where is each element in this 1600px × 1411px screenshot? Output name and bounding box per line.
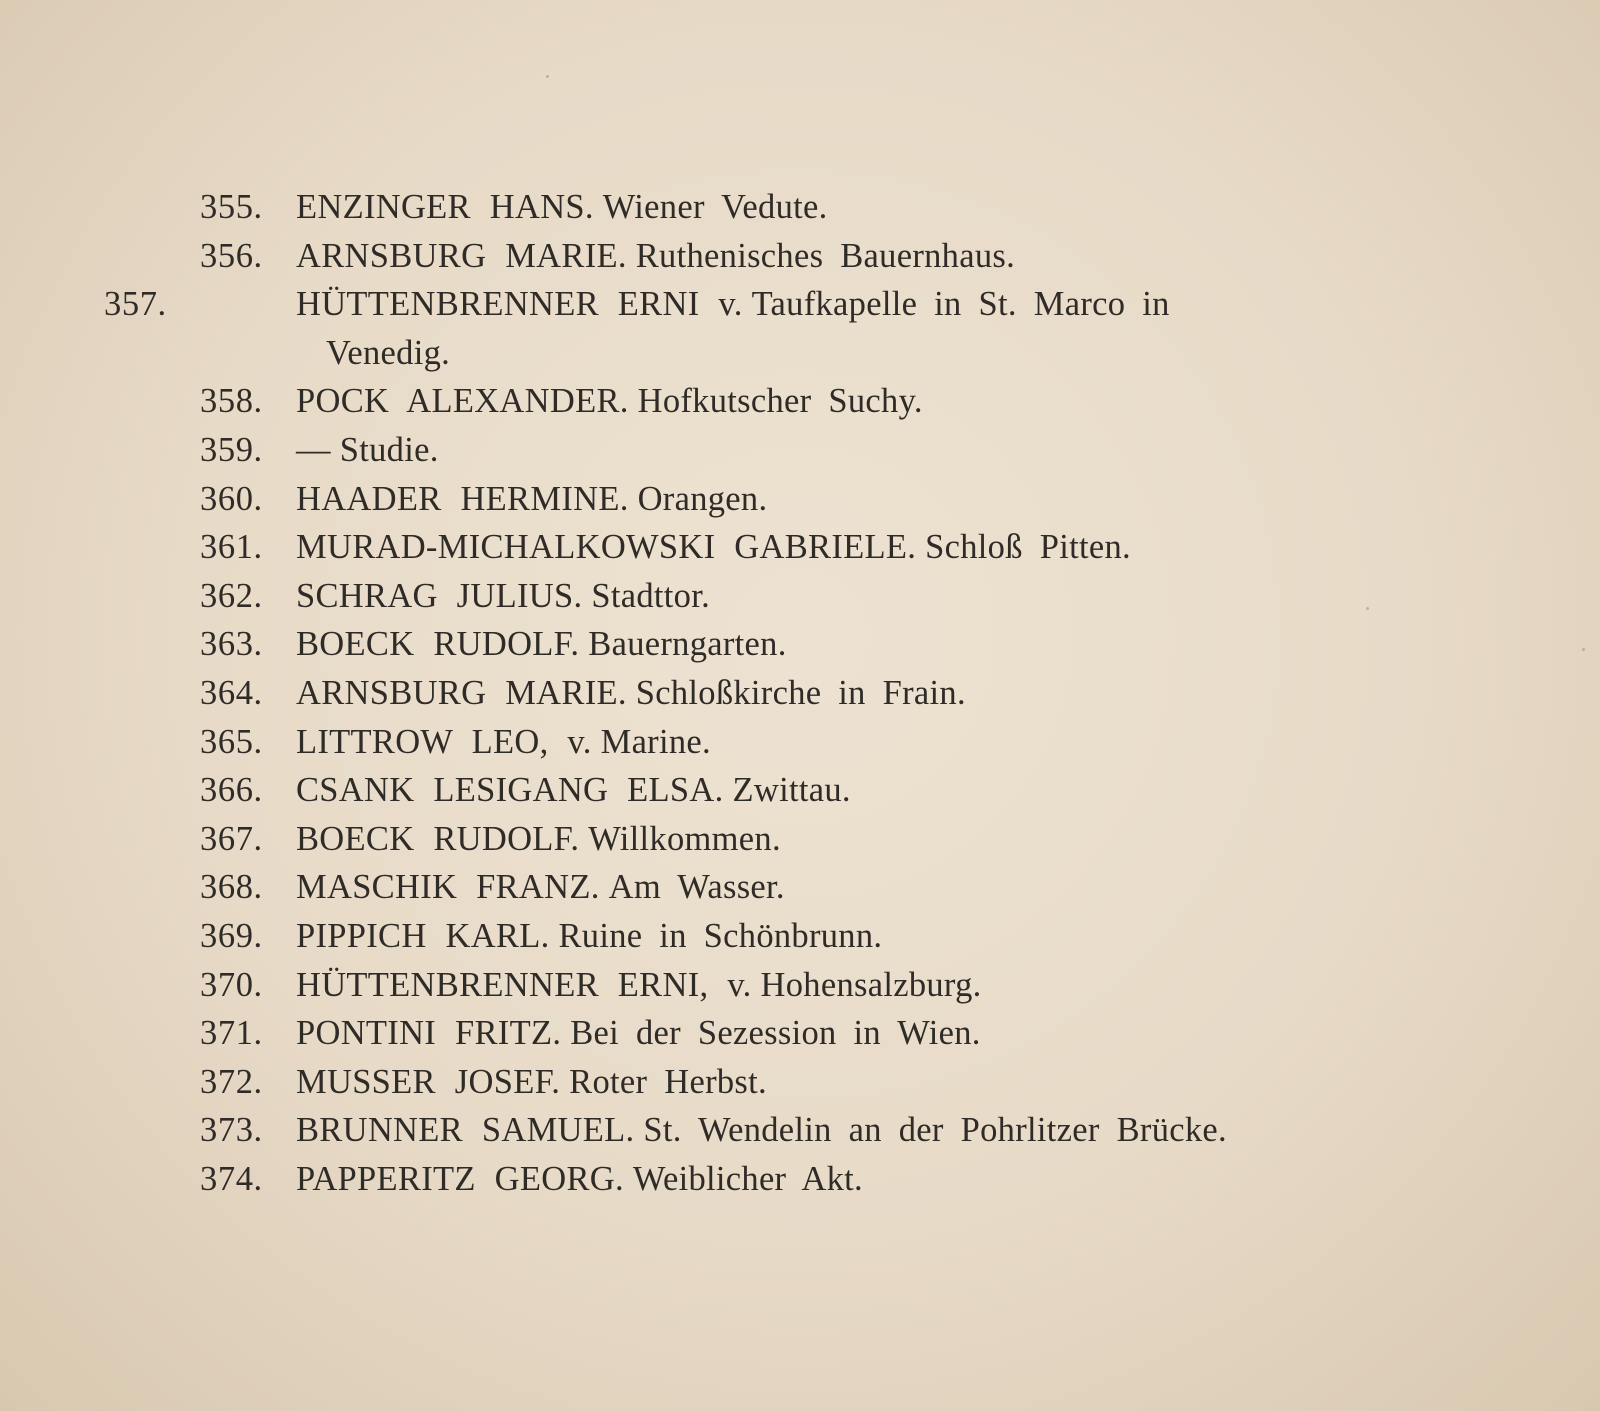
artist-name: BRUNNER SAMUEL.	[296, 1111, 635, 1150]
artwork-title: Hofkutscher Suchy.	[637, 382, 923, 421]
entry-number: 373.	[200, 1111, 263, 1150]
entry-number: 363.	[200, 625, 263, 664]
entry-number: 356.	[200, 236, 263, 275]
artwork-title: Am Wasser.	[608, 868, 785, 907]
artwork-title: Ruthenisches Bauernhaus.	[635, 236, 1016, 275]
artist-name: ARNSBURG MARIE.	[296, 673, 627, 712]
artwork-title: Ruine in Schönbrunn.	[558, 916, 883, 955]
artist-name: HÜTTENBRENNER ERNI, v.	[296, 965, 752, 1004]
artist-name: —	[296, 430, 331, 469]
artist-name: PONTINI FRITZ.	[296, 1014, 562, 1053]
list-item	[104, 280, 1380, 377]
entry-number: 366.	[200, 771, 263, 810]
artist-name: CSANK LESIGANG ELSA.	[296, 771, 724, 810]
paper-speck	[546, 75, 549, 78]
entry-number: 360.	[200, 479, 263, 518]
artist-name: PIPPICH KARL.	[296, 916, 550, 955]
list-item	[200, 1058, 1380, 1107]
list-item	[200, 669, 1380, 718]
artwork-title: Bauerngarten.	[588, 625, 787, 664]
artist-name: PAPPERITZ GEORG.	[296, 1159, 624, 1198]
list-item	[200, 961, 1380, 1010]
list-item	[200, 183, 1380, 232]
entry-number: 372.	[200, 1062, 263, 1101]
entry-number: 367.	[200, 819, 263, 858]
entry-number: 362.	[200, 576, 263, 615]
artist-name: ARNSBURG MARIE.	[296, 236, 627, 275]
list-item	[200, 475, 1380, 524]
artwork-title: Hohensalzburg.	[760, 965, 982, 1004]
artist-name: MURAD-MICHALKOWSKI GABRIELE.	[296, 528, 917, 567]
list-item	[200, 815, 1380, 864]
artwork-title: Orangen.	[637, 479, 768, 518]
artwork-title: Weiblicher Akt.	[632, 1159, 863, 1198]
list-item	[200, 718, 1380, 767]
artist-name: BOECK RUDOLF.	[296, 819, 580, 858]
artist-name: MUSSER JOSEF.	[296, 1062, 561, 1101]
artist-name: HAADER HERMINE.	[296, 479, 629, 518]
entry-number: 369.	[200, 916, 263, 955]
entry-number: 374.	[200, 1159, 263, 1198]
list-item	[200, 523, 1380, 572]
artwork-title: Willkommen.	[588, 819, 781, 858]
artwork-title: Zwittau.	[732, 771, 851, 810]
artist-name: ENZINGER HANS.	[296, 188, 594, 226]
list-item	[200, 1155, 1380, 1204]
artwork-title: Schloßkirche in Frain.	[635, 673, 966, 712]
entry-number: 358.	[200, 382, 263, 421]
artist-name: POCK ALEXANDER.	[296, 382, 629, 421]
artwork-title: Bei der Sezession in Wien.	[570, 1014, 981, 1053]
list-item	[200, 863, 1380, 912]
paper-speck	[1582, 648, 1585, 651]
artwork-title: Taufkapelle in St. Marco in	[751, 285, 1170, 324]
entry-number: 368.	[200, 868, 263, 907]
list-item	[200, 1009, 1380, 1058]
entry-number: 370.	[200, 965, 263, 1004]
artwork-title: Schloß Pitten.	[925, 528, 1131, 567]
entry-number: 371.	[200, 1014, 263, 1053]
list-item	[200, 232, 1380, 281]
list-item	[200, 377, 1380, 426]
entry-number: 355.	[200, 188, 263, 226]
entry-number: 359.	[200, 430, 263, 469]
entry-number: 357.	[104, 285, 167, 324]
list-item	[200, 572, 1380, 621]
list-item	[200, 912, 1380, 961]
artwork-title: Roter Herbst.	[569, 1062, 767, 1101]
artwork-title: Studie.	[339, 430, 439, 469]
artwork-title: Marine.	[600, 722, 711, 761]
artist-name: SCHRAG JULIUS.	[296, 576, 583, 615]
artist-name: MASCHIK FRANZ.	[296, 868, 600, 907]
artwork-title: St. Wendelin an der Pohrlitzer Brücke.	[643, 1111, 1227, 1150]
artist-name: HÜTTENBRENNER ERNI v.	[296, 285, 743, 324]
artwork-title: Wiener Vedute.	[602, 188, 828, 226]
artist-name: BOECK RUDOLF.	[296, 625, 580, 664]
entry-number: 361.	[200, 528, 263, 567]
entry-number: 365.	[200, 722, 263, 761]
catalog-list	[104, 183, 1380, 1203]
artwork-title: Stadttor.	[591, 576, 711, 615]
list-item	[200, 766, 1380, 815]
entry-number: 364.	[200, 673, 263, 712]
list-item	[200, 1106, 1380, 1155]
list-item	[200, 620, 1380, 669]
artwork-title-continuation: Venedig.	[326, 333, 451, 372]
list-item	[200, 426, 1380, 475]
artist-name: LITTROW LEO, v.	[296, 722, 592, 761]
